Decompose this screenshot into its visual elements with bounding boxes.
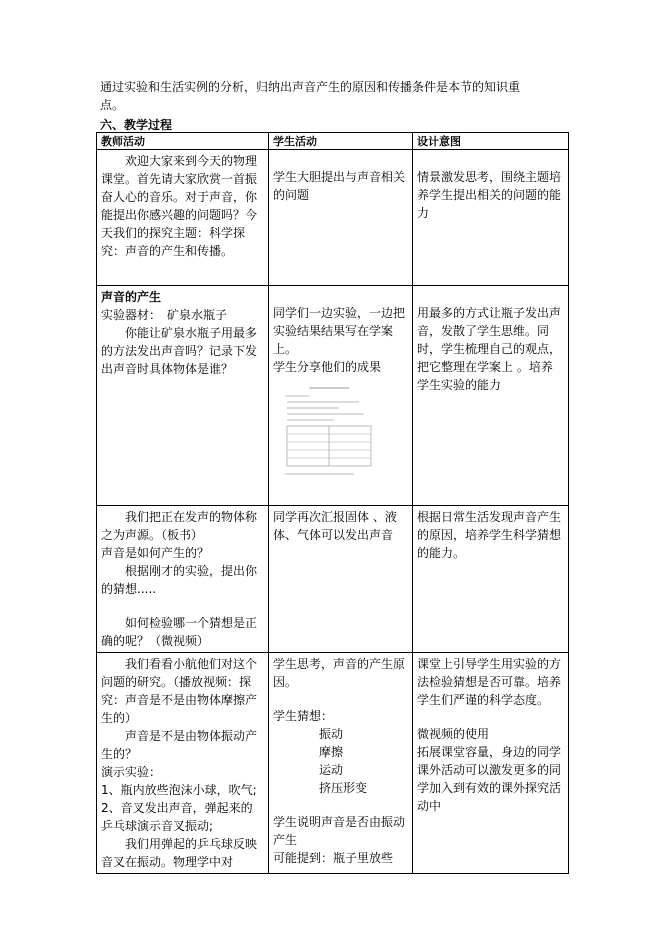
student-text: 学生说明声音是否由振动产生 <box>273 815 406 847</box>
teacher-cell <box>97 150 269 286</box>
design-cell <box>413 653 569 874</box>
student-text: 可能提到：瓶子里放些 <box>273 851 394 865</box>
teaching-process-table <box>96 132 569 874</box>
table-header-row <box>97 133 569 150</box>
table-row <box>97 506 569 653</box>
teacher-text: 声音是不是由物体振动产生的？ <box>101 729 258 761</box>
student-text: 同学再次汇报固体 、液体、气体可以发出声音 <box>273 510 397 542</box>
teacher-cell <box>97 286 269 506</box>
teacher-cell <box>97 506 269 653</box>
design-text: 根据日常生活发现声音产生的原因，培养学生科学猜想的能力。 <box>417 510 562 560</box>
student-text: 学生猜想： <box>273 709 334 723</box>
student-cell <box>269 506 413 653</box>
hypothesis-item: 振动 <box>319 727 344 741</box>
design-text: 情景激发思考，围绕主题培养学生提出相关的问题的能力 <box>417 170 562 220</box>
design-text: 拓展课堂容量，身边的同学课外活动可以激发更多的同学加入到有效的课外探究活动中 <box>417 745 562 813</box>
hypothesis-item: 运动 <box>319 763 344 777</box>
teacher-text: 1、瓶内放些泡沫小球，吹气; <box>101 783 257 797</box>
student-cell <box>269 286 413 506</box>
teacher-text: 欢迎大家来到今天的物理课堂。首先请大家欣赏一首振奋人心的音乐。对于声音，你能提出你感兴趣的问题吗？今天我们的探究主题：科学探究：声音的产生和传播。 <box>101 154 258 258</box>
header-student-activity: 学生活动 <box>269 133 413 150</box>
subsection-heading: 声音的产生 <box>101 290 162 304</box>
design-text: 课堂上引导学生用实验的方法检验猜想是否可靠。培养学生们严谨的科学态度。 <box>417 657 562 707</box>
teacher-text: 实验器材： 矿泉水瓶子 <box>101 308 228 322</box>
design-cell <box>413 150 569 286</box>
intro-paragraph <box>100 78 570 114</box>
teacher-text: 演示实验： <box>101 765 162 779</box>
design-text: 微视频的使用 <box>417 727 490 741</box>
teacher-text: 如何检验哪一个猜想是正确的呢？（微视频） <box>101 616 258 648</box>
header-teacher-activity: 教师活动 <box>97 133 269 150</box>
table-row <box>97 653 569 874</box>
hypothesis-item: 摩擦 <box>319 745 344 759</box>
teacher-text: 根据刚才的实验，提出你的猜想..... <box>101 564 258 596</box>
header-design-intent: 设计意图 <box>413 133 569 150</box>
table-row <box>97 150 569 286</box>
student-cell <box>269 150 413 286</box>
student-text: 同学们一边实验，一边把实验结果结果写在学案上。 <box>273 306 406 356</box>
student-text: 学生思考，声音的产生原因。 <box>273 657 406 689</box>
teacher-text: 我们用弹起的乒乓球反映音叉在振动。物理学中对 <box>101 837 258 869</box>
student-cell <box>269 653 413 874</box>
teacher-text: 我们看看小航他们对这个问题的研究。（播放视频：探究：声音是不是由物体摩擦产生的） <box>101 657 258 725</box>
design-cell <box>413 286 569 506</box>
table-row <box>97 286 569 506</box>
teacher-text: 声音是如何产生的？ <box>101 546 210 560</box>
design-cell <box>413 506 569 653</box>
hypothesis-item: 挤压形变 <box>319 781 368 795</box>
intro-line-1: 通过实验和生活实例的分析，归纳出声音产生的原因和传播条件是本节的知识重 <box>100 80 521 94</box>
teacher-text: 2、音叉发出声音，弹起来的乒乓球演示音叉振动; <box>101 801 253 833</box>
teacher-text: 你能让矿泉水瓶子用最多的方法发出声音吗？记录下发出声音时具体物体是谁？ <box>101 326 258 376</box>
student-text: 学生分享他们的成果 <box>273 360 382 374</box>
worksheet-thumbnail <box>279 382 379 482</box>
teacher-text: 我们把正在发声的物体称之为声源。（板书） <box>101 510 258 542</box>
design-text: 用最多的方式让瓶子发出声音，发散了学生思维。同时，学生梳理自己的观点，把它整理在学案上 。培养学生实验的能力 <box>417 306 562 392</box>
student-text: 学生大胆提出与声音相关的问题 <box>273 170 406 202</box>
teacher-cell <box>97 653 269 874</box>
intro-line-2: 点。 <box>100 98 125 112</box>
section-title: 六、教学过程 <box>100 118 173 132</box>
